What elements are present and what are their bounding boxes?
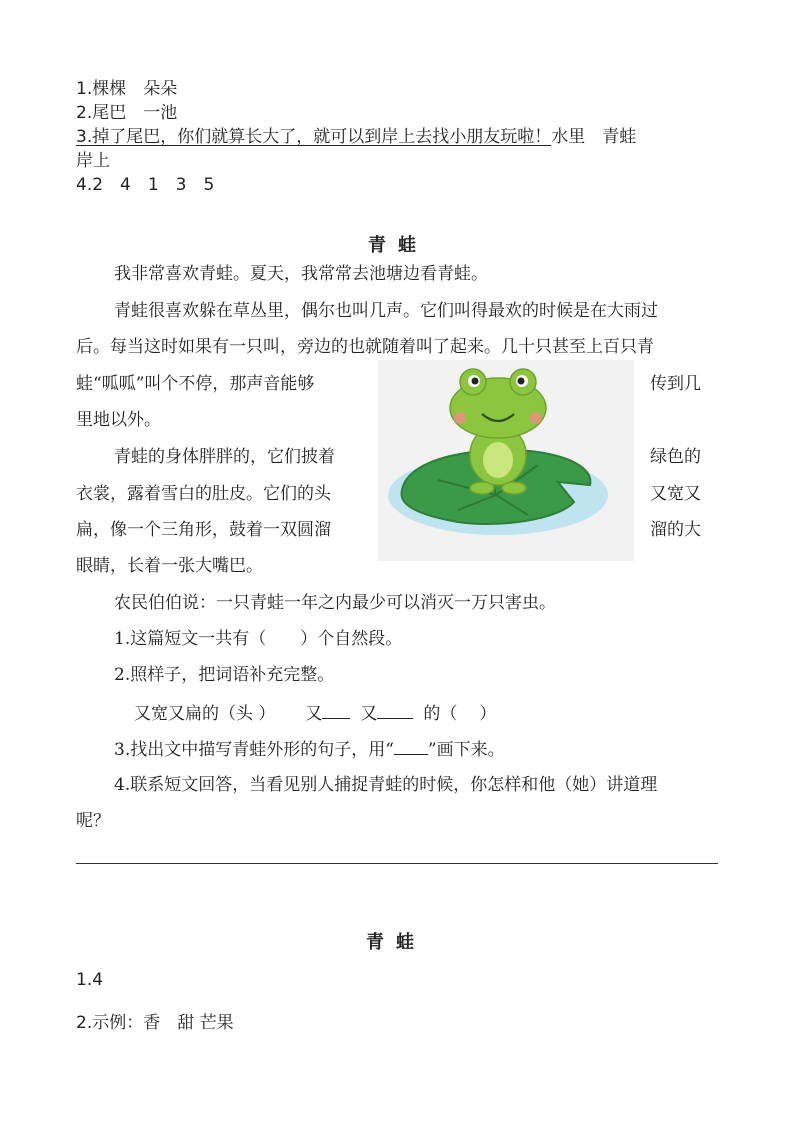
passage-p3-line2-right: 又宽又: [650, 484, 701, 504]
passage-p3-line3-left: 扁，像一个三角形，鼓着一双圆溜: [76, 520, 331, 540]
question-2-example-word: 又宽又扁的（头 ）: [134, 704, 276, 724]
question-1-text-b: ）个自然段。: [300, 629, 403, 649]
passage-p3-line1-right: 绿色的: [650, 447, 701, 467]
answers-title: 青蛙: [366, 932, 426, 953]
prev-answer-3: [76, 125, 636, 149]
prev-answer-2: 2.尾巴 一池: [76, 103, 178, 123]
answer-2: 2.示例：香 甜 芒果: [76, 1013, 234, 1033]
question-1: [114, 627, 402, 651]
question-2-you-1: 又: [305, 704, 323, 724]
passage-p2-line4: 里地以外。: [76, 410, 161, 430]
question-4-line2: 呢？: [76, 811, 110, 831]
passage-p3-line4: 眼睛，长着一张大嘴巴。: [76, 556, 263, 576]
passage-p3-line2-left: 衣裳，露着雪白的肚皮。它们的头: [76, 484, 331, 504]
passage-p2-line2: 后。每当这时如果有一只叫，旁边的也就随着叫了起来。几十只甚至上百只青: [76, 337, 654, 357]
question-2-you-2: 又: [360, 704, 378, 724]
question-3-text-a: 3.找出文中描写青蛙外形的句子，用“: [114, 740, 394, 760]
section-divider: [76, 863, 718, 864]
prev-answer-1: 1.棵棵 朵朵: [76, 79, 178, 99]
question-4-line1: 4.联系短文回答，当看见别人捕捉青蛙的时候，你怎样和他（她）讲道理: [114, 775, 658, 795]
question-3-text-b: ”画下来。: [427, 740, 505, 760]
prev-answer-3-wrap: 岸上: [76, 151, 110, 171]
question-3: [114, 736, 505, 762]
question-1-text-a: 1.这篇短文一共有（: [114, 629, 267, 649]
question-2-de: 的（: [423, 704, 458, 724]
prev-answer-4: 4.2 4 1 3 5: [76, 175, 215, 195]
fill-blank-1[interactable]: [322, 700, 350, 719]
question-2-example: [134, 700, 496, 726]
passage-p1: 我非常喜欢青蛙。夏天，我常常去池塘边看青蛙。: [114, 264, 488, 284]
answer-1: 1.4: [76, 970, 104, 990]
frog-on-lily-pad-illustration: [378, 360, 634, 561]
passage-p3-line1-left: 青蛙的身体胖胖的，它们披着: [114, 447, 335, 467]
fill-blank-2[interactable]: [377, 700, 413, 719]
prev-answer-3-rest: 水里 青蛙: [551, 127, 637, 147]
passage-title: 青蛙: [368, 235, 428, 256]
passage-p2-line3-right: 传到几: [650, 374, 701, 394]
passage-p2-line1: 青蛙很喜欢躲在草丛里，偶尔也叫几声。它们叫得最欢的时候是在大雨过: [114, 301, 658, 321]
passage-p2-line3-left: 蛙“呱呱”叫个不停，那声音能够: [76, 374, 315, 394]
question-2: 2.照样子，把词语补充完整。: [114, 665, 335, 685]
prev-answer-3-underlined: 3.掉了尾巴，你们就算长大了，就可以到岸上去找小朋友玩啦！: [76, 127, 552, 147]
underline-sample: [394, 736, 428, 755]
passage-p3-line3-right: 溜的大: [650, 520, 701, 540]
passage-p4: 农民伯伯说：一只青蛙一年之内最少可以消灭一万只害虫。: [114, 593, 556, 613]
question-2-close-paren: ）: [479, 704, 497, 724]
